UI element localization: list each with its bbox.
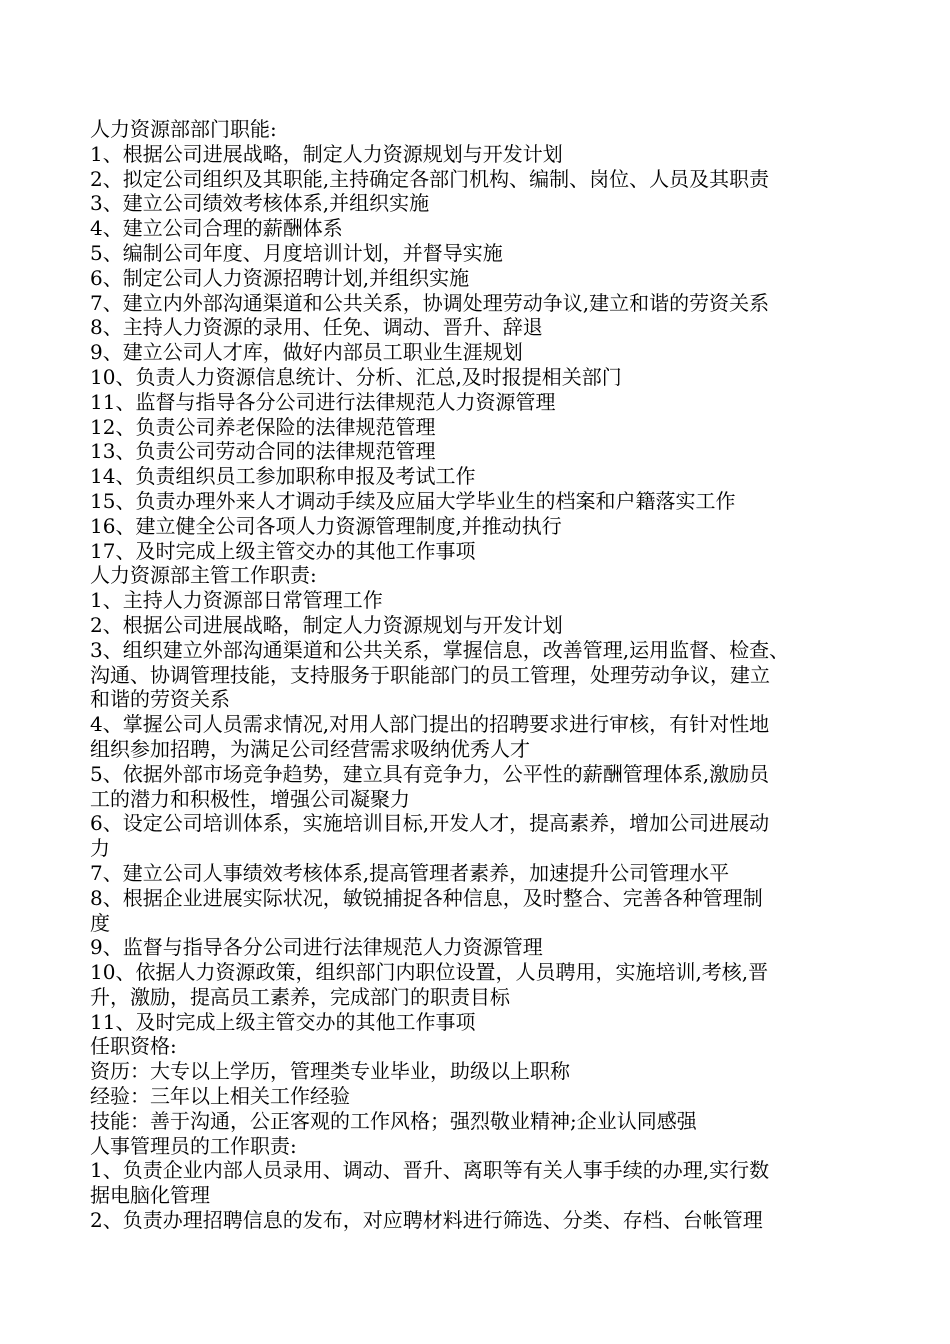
- list-item: 11、监督与指导各分公司进行法律规范人力资源管理: [90, 389, 556, 414]
- list-item: 3、建立公司绩效考核体系,并组织实施: [90, 191, 430, 216]
- document-body: [90, 117, 870, 1233]
- section-heading: 人力资源部主管工作职责:: [90, 563, 317, 588]
- list-item: 2、拟定公司组织及其职能,主持确定各部门机构、编制、岗位、人员及其职责: [90, 166, 770, 191]
- list-item: 资历：大专以上学历，管理类专业毕业，助级以上职称: [90, 1059, 570, 1084]
- list-item: 6、制定公司人力资源招聘计划,并组织实施: [90, 265, 470, 290]
- list-item: 5、编制公司年度、月度培训计划，并督导实施: [90, 240, 503, 265]
- list-item: 8、主持人力资源的录用、任免、调动、晋升、辞退: [90, 315, 543, 340]
- section-heading: 人事管理员的工作职责:: [90, 1133, 297, 1158]
- list-item: 7、建立内外部沟通渠道和公共关系，协调处理劳动争议,建立和谐的劳资关系: [90, 290, 770, 315]
- list-item: 15、负责办理外来人才调动手续及应届大学毕业生的档案和户籍落实工作: [90, 488, 736, 513]
- list-item: 工的潜力和积极性，增强公司凝聚力: [90, 786, 410, 811]
- list-item: 5、依据外部市场竞争趋势，建立具有竞争力，公平性的薪酬管理体系,激励员: [90, 761, 770, 786]
- list-item: 7、建立公司人事绩效考核体系,提高管理者素养，加速提升公司管理水平: [90, 860, 730, 885]
- list-item: 2、根据公司进展战略，制定人力资源规划与开发计划: [90, 612, 563, 637]
- list-item: 技能：善于沟通，公正客观的工作风格；强烈敬业精神;企业认同感强: [90, 1108, 697, 1133]
- section-heading: 任职资格:: [90, 1034, 177, 1059]
- list-item: 4、建立公司合理的薪酬体系: [90, 216, 343, 241]
- list-item: 10、负责人力资源信息统计、分析、汇总,及时报提相关部门: [90, 364, 622, 389]
- list-item: 10、依据人力资源政策，组织部门内职位设置，人员聘用，实施培训,考核,晋: [90, 960, 769, 985]
- list-item: 3、组织建立外部沟通渠道和公共关系，掌握信息，改善管理,运用监督、检查、: [90, 637, 790, 662]
- list-item: 11、及时完成上级主管交办的其他工作事项: [90, 1009, 476, 1034]
- list-item: 13、负责公司劳动合同的法律规范管理: [90, 439, 436, 464]
- list-item: 9、建立公司人才库，做好内部员工职业生涯规划: [90, 340, 523, 365]
- section-heading: 人力资源部部门职能:: [90, 117, 277, 141]
- list-item: 8、根据企业进展实际状况，敏锐捕捉各种信息，及时整合、完善各种管理制: [90, 885, 763, 910]
- list-item: 16、建立健全公司各项人力资源管理制度,并推动执行: [90, 513, 562, 538]
- list-item: 9、监督与指导各分公司进行法律规范人力资源管理: [90, 935, 543, 960]
- list-item: 沟通、协调管理技能，支持服务于职能部门的员工管理，处理劳动争议，建立: [90, 662, 770, 687]
- list-item: 14、负责组织员工参加职称申报及考试工作: [90, 464, 476, 489]
- list-item: 升，激励，提高员工素养，完成部门的职责目标: [90, 984, 510, 1009]
- list-item: 4、掌握公司人员需求情况,对用人部门提出的招聘要求进行审核，有针对性地: [90, 712, 770, 737]
- list-item: 12、负责公司养老保险的法律规范管理: [90, 414, 436, 439]
- list-item: 力: [90, 836, 110, 861]
- list-item: 和谐的劳资关系: [90, 687, 230, 712]
- list-item: 1、根据公司进展战略，制定人力资源规划与开发计划: [90, 141, 563, 166]
- list-item: 6、设定公司培训体系，实施培训目标,开发人才，提高素养，增加公司进展动: [90, 811, 770, 836]
- list-item: 17、及时完成上级主管交办的其他工作事项: [90, 538, 476, 563]
- list-item: 经验：三年以上相关工作经验: [90, 1084, 350, 1109]
- list-item: 组织参加招聘，为满足公司经营需求吸纳优秀人才: [90, 736, 530, 761]
- list-item: 1、主持人力资源部日常管理工作: [90, 588, 383, 613]
- list-item: 1、负责企业内部人员录用、调动、晋升、离职等有关人事手续的办理,实行数: [90, 1158, 770, 1183]
- list-item: 据电脑化管理: [90, 1183, 210, 1208]
- list-item: 度: [90, 910, 110, 935]
- list-item: 2、负责办理招聘信息的发布，对应聘材料进行筛选、分类、存档、台帐管理: [90, 1208, 763, 1233]
